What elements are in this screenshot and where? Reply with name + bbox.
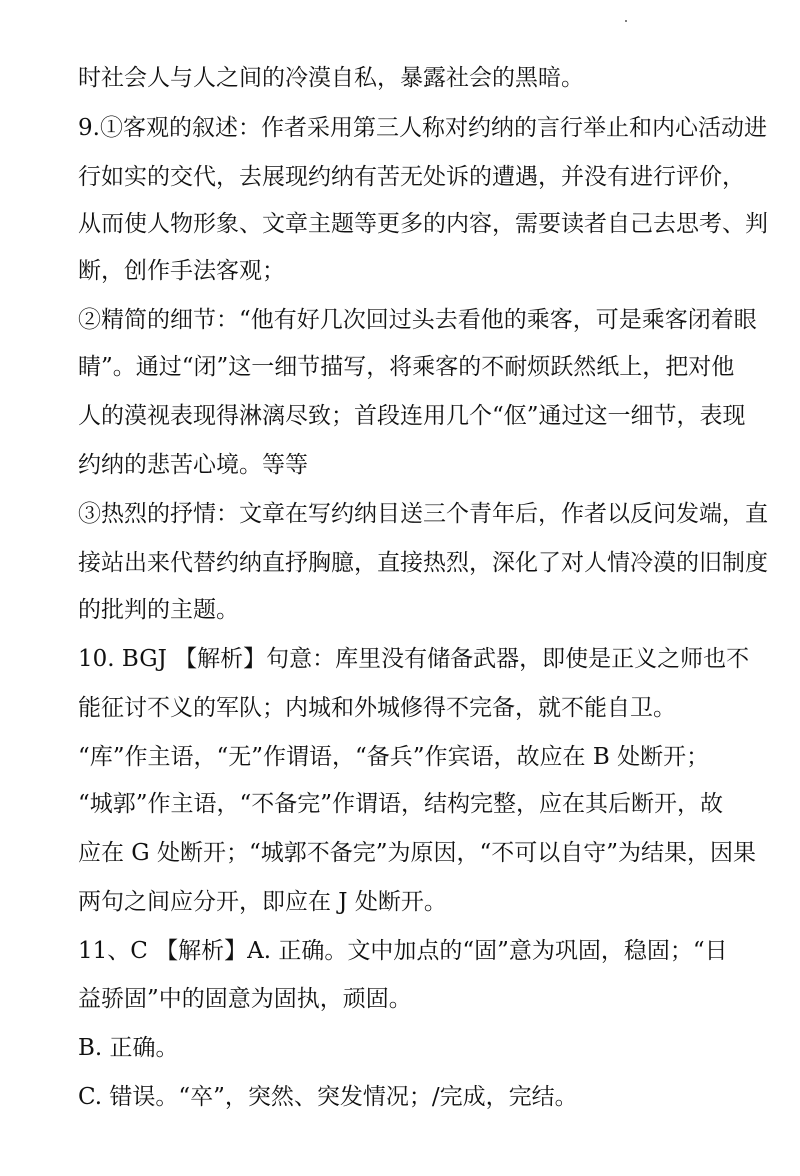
text-line: B. 正确。 bbox=[78, 1035, 179, 1061]
text-line: 时社会人与人之间的冷漠自私，暴露社会的黑暗。 bbox=[78, 65, 584, 91]
text-line: ②精简的细节：“他有好几次回过头去看他的乘客，可是乘客闭着眼 bbox=[78, 307, 757, 333]
text-line: “库”作主语，“无”作谓语，“备兵”作宾语，故应在 B 处断开； bbox=[78, 744, 710, 770]
text-line: 10. BGJ 【解析】句意：库里没有储备武器，即使是正义之师也不 bbox=[78, 646, 750, 672]
text-line: “城郭”作主语，“不备完”作谓语，结构完整，应在其后断开，故 bbox=[78, 791, 724, 817]
text-line: 人的漠视表现得淋漓尽致；首段连用几个“伛”通过这一细节，表现 bbox=[78, 403, 746, 429]
text-line: 的批判的主题。 bbox=[78, 597, 239, 623]
text-line: 断，创作手法客观； bbox=[78, 258, 285, 284]
text-line: 益骄固”中的固意为固执，顽固。 bbox=[78, 986, 412, 1012]
text-line: 约纳的悲苦心境。等等 bbox=[78, 452, 308, 478]
text-line: 两句之间应分开，即应在 J 处断开。 bbox=[78, 889, 447, 915]
text-line: 能征讨不义的军队；内城和外城修得不完备，就不能自卫。 bbox=[78, 695, 676, 721]
text-line: 睛”。通过“闭”这一细节描写，将乘客的不耐烦跃然纸上，把对他 bbox=[78, 354, 735, 380]
text-line: 9.①客观的叙述：作者采用第三人称对约纳的言行举止和内心活动进 bbox=[78, 115, 767, 141]
text-line: 11、C 【解析】A. 正确。文中加点的“固”意为巩固，稳固；“日 bbox=[78, 938, 728, 964]
text-line: 行如实的交代，去展现约纳有苦无处诉的遭遇，并没有进行评价， bbox=[78, 164, 745, 190]
text-line: 应在 G 处断开；“城郭不备完”为原因，“不可以自守”为结果，因果 bbox=[78, 840, 757, 866]
text-line: 从而使人物形象、文章主题等更多的内容，需要读者自己去思考、判 bbox=[78, 211, 768, 237]
text-line: ③热烈的抒情：文章在写约纳目送三个青年后，作者以反问发端，直 bbox=[78, 501, 768, 527]
text-line: C. 错误。“卒”，突然、突发情况；/完成，完结。 bbox=[78, 1084, 578, 1110]
scan-dot bbox=[625, 20, 627, 22]
text-line: 接站出来代替约纳直抒胸臆，直接热烈，深化了对人情冷漠的旧制度 bbox=[78, 550, 768, 576]
